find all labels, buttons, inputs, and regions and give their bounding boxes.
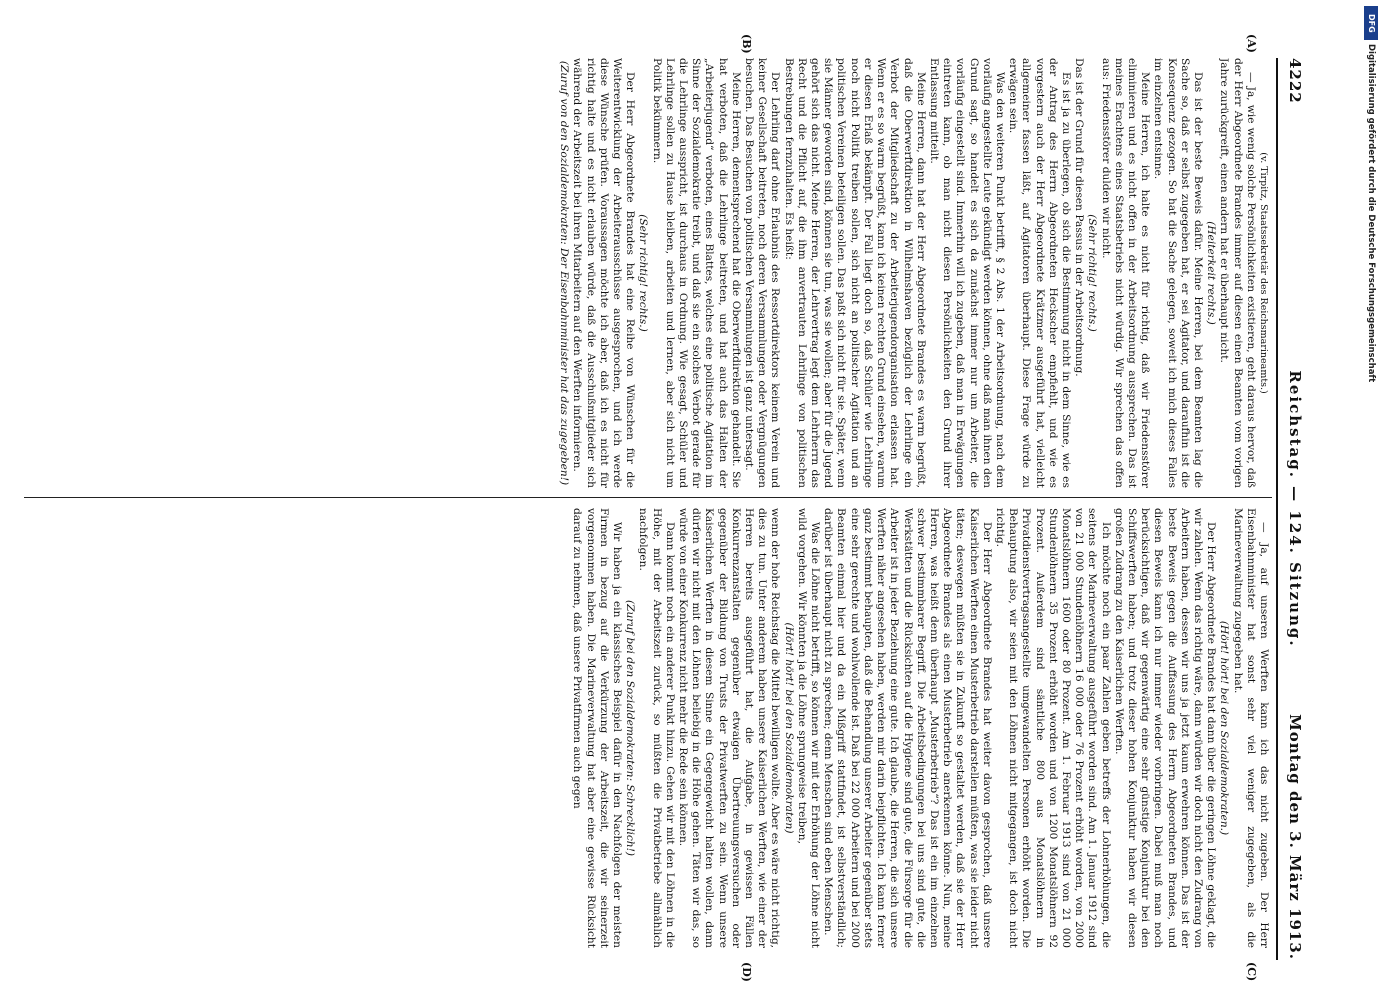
paragraph: Der Herr Abgeordnete Brandes hat dann über die geringen Löhne geklagt, die wir zahlen. Wenn das richtig wäre, dann würden wir doch nicht den Zudrang von Arbeitern haben, dessen wir uns ja jetzt kaum erwehren können. Das ist der beste Beweis gegen die Auffassung des Herrn Abgeordneten Brandes, und diesen Beweis kann ich nur immer wieder vorbringen. Dabei muß man noch berücksichtigen, daß wir gegenwärtig eine sehr günstige Konjunktur bei den Schiffswerften haben; und trotz dieser hohen Konjunktur haben wir diesen großen Zudrang zu den Kaiserlichen Werften. — [1112, 508, 1218, 948]
margin-marker-c: (C) — [1245, 962, 1258, 982]
paragraph: — Ja, auf unseren Werften kann ich das nicht zugeben. Der Herr Eisenbahnminister hat sonst sehr viel weniger zugegeben, als die Marineverwaltung zugegeben hat. — [1231, 508, 1270, 948]
funding-note: Digitalisierung gefördert durch die Deutsche Forschungsgemeinschaft — [1366, 44, 1376, 383]
left-column — [24, 58, 1270, 488]
paragraph: Ich möchte noch ein paar Zahlen geben betreffs der Lohnerhöhungen, die seitens der Marineverwaltung ausgeführt worden sind. Am 1. Januar 1912 sind von 21 000 Stundenlöhnern 16 000 oder 76 Prozent erhöht worden, von 2000 Monatslöhnern 1600 oder 80 Prozent. Am 1. Februar 1913 sind von 21 000 Stundenlöhnern 35 Prozent erhöht worden und von 1200 Monatslöhnern 92 Prozent. Außerdem sind sämtliche 800 aus Monatslöhnern in Privatdienstvertragsangestellte umgewandelten Personen erhöht worden. Die Behauptung also, wir seien mit den Löhnen nicht mitgegangen, ist doch nicht richtig. — [993, 508, 1112, 948]
margin-marker-d: (D) — [740, 962, 753, 982]
session-title: Reichstag. — 124. Sitzung. — [1286, 370, 1304, 648]
paragraph: Der Herr Abgeordnete Brandes hat weiter davon gesprochen, daß unsere Kaiserlichen Werften einen Musterbetrieb darstellen müßten, was sie leider nicht täten; deswegen müßten sie in Zukunft so gestaltet werden, daß sie der Herr Abgeordnete Brandes als einen Musterbetrieb anerkennen könne. Nun, meine Herren, was heißt denn überhaupt „Musterbetrieb“? Das ist ein im einzelnen schwer bestimmbarer Begriff. Die Arbeitsbedingungen bei uns sind gute, die Werkstätten und die Rücksichten auf die Hygiene sind gute, die Fürsorge für die Arbeiter ist in jeder Beziehung eine gute. Ich glaube, die Herren, die sich unsere Werften näher angesehen haben, werden mir darin beipflichten. Ich kann ferner ganz bestimmt behaupten, daß die Behandlung unserer Arbeiter gegenüber stets eine sehr gerechte und wohlwollende ist. Daß bei 22 000 Arbeitern und bei 2000 Beamten einmal hier und da ein Mißgriff stattfindet, ist selbstverständlich; darüber ist überhaupt nicht zu sprechen; denn Menschen sind eben Menschen. — [822, 508, 993, 948]
interjection: (Hört! hört! bei den Sozialdemokraten) — [782, 622, 795, 834]
margin-marker-a: (A) — [1245, 34, 1258, 53]
paragraph: Meine Herren, dann hat der Herr Abgeordnete Brandes es warm begrüßt, daß die Oberwerftdirektion in Wilhelmshaven bezüglich der Lehrlinge ein Verbot der Mitgliedschaft zu der Arbeiterjugendorganisation erlassen hat. Wenn er es so warm begrüßt, kann ich keinen rechten Grund einsehen, warum er diesen Erlaß bekämpft. Der Fall liegt doch so, daß Schüler wie Lehrlinge noch nicht Politik treiben sollen, sich nicht an politischer Agitation und an politischen Vereinen beteiligen sollen. Das paßt sich nicht für sie. Später, wenn sie Männer geworden sind, können sie tun, was sie wollen; aber für die Jugend gehört sich das nicht. Meine Herren, der Lehrvertrag legt dem Lehrherrn das Recht und die Pflicht auf, die ihm anvertrauten Lehrlinge von politischen Bestrebungen fernzuhalten. Es heißt: — [782, 58, 927, 488]
interjection: (Zuruf von den Sozialdemokraten: Der Eisenbahnminister hat das zugegeben!) — [558, 60, 571, 486]
paragraph: — Ja, wie wenig solche Persönlichkeiten existieren, geht daraus hervor, daß der Herr Abgeordnete Brandes immer auf diesen einen Beamten vom vorigen Jahre zurückgreift, einen andern hat er überhaupt nicht. — [1218, 58, 1257, 488]
right-column — [24, 508, 1270, 948]
digitization-stamp — [1364, 6, 1378, 1000]
paragraph: Wir haben ja ein klassisches Beispiel dafür in den Nachfolgen der meisten Firmen in bezug auf die Verkürzung der Arbeitszeit, die wir seinerzeit vorgenommen haben. Die Marineverwaltung hat aber eine gewisse Rücksicht darauf zu nehmen, daß unsere Privatfirmen auch gegen — [571, 508, 624, 948]
paragraph: Der Herr Abgeordnete Brandes hat eine Reihe von Wünschen für die Weiterentwicklung der Arbeiterausschüsse ausgesprochen, und ich werde diese Wünsche prüfen. Voraussagen möchte ich aber, daß ich es nicht für richtig halte und es nicht erlauben würde, daß die Ausschußmitglieder sich während der Arbeitszeit bei ihren Mitarbeitern auf den Werften informieren. — [571, 58, 637, 488]
paragraph: Was den weiteren Punkt betrifft, § 2 Abs. 1 der Arbeitsordnung, nach dem vorläufig angestellte Leute gekündigt werden können, ohne daß man ihnen den Grund sagt, so handelt es sich da zunächst immer nur um Arbeiter, die vorläufig eingestellt sind. Immerhin will ich zugeben, daß man in Erwägungen eintreten kann, ob man nicht diesen Persönlichkeiten den Grund ihrer Entlassung mitteilt. — [927, 58, 1006, 488]
paragraph: Meine Herren, dementsprechend hat die Oberwerftdirektion gehandelt. Sie hat verboten, daß die Lehrlinge beitreten, und hat auch das Halten der „Arbeiterjugend“ verboten, eines Blattes, welches eine politische Agitation im Sinne der Sozialdemokratie treibt, und daß sie ein solches Verbot gerade für die Lehrlinge ausspricht, ist durchaus in Ordnung. Wie gesagt, Schüler und Lehrlinge sollen zu Hause bleiben, arbeiten und lernen, aber sich nicht um Politik bekümmern. — [650, 58, 742, 488]
column-divider — [24, 497, 1272, 498]
paragraph: Es ist ja zu überlegen, ob sich die Bestimmung nicht in dem Sinne, wie es der Antrag des Herrn Abgeordneten Heckscher empfiehlt, und wie es vorgestern auch der Herr Abgeordnete Krätzmer ausgeführt hat, vielleicht allgemeiner fassen läßt, auf Agitatoren überhaupt. Diese Frage würde zu erwägen sein. — [1007, 58, 1072, 488]
paragraph: wenn der hohe Reichstag die Mittel bewilligen wollte. Aber es wäre nicht richtig, dies zu tun. Unter anderem haben unsere Kaiserlichen Werften, wie einer der Herren bereits ausgeführt hat, die Aufgabe, in gewissen Fällen Konkurrenzanstalten gegenüber etwaigen Übertreuungsversuchen oder gegenüber der Bildung von Trusts der Privatwerften zu sein. Wenn unsere Kaiserlichen Werften in diesem Sinne ein Gegengewicht halten wollen, dann dürfen wir nicht mit den Löhnen beliebig in die Höhe gehen. Täten wir das, so würde von einer Konkurrenz nicht mehr die Rede sein können. — [677, 508, 782, 948]
dfg-logo: DFG — [1364, 6, 1378, 40]
speaker-note: (v. Tirpitz, Staatssekretär des Reichsmarineamts.) — [1258, 152, 1269, 394]
session-date: Montag den 3. März 1913. — [1286, 714, 1304, 960]
paragraph: Dann kommt noch ein anderer Punkt hinzu. Gehen wir mit den Löhnen in die Höhe, mit der Arbeitszeit zurück, so müßten die Privatbetriebe allmählich nachfolgen. — [637, 508, 676, 948]
page-header — [1280, 58, 1306, 960]
margin-marker-b: (B) — [740, 34, 753, 54]
paragraph: Das ist der beste Beweis dafür. Meine Herren, bei dem Beamten lag die Sache so, daß er selbst zugegeben hat, er sei Agitator, und daraufhin ist die Konsequenz gezogen. So hat die Sache gelegen, soweit ich mich dieses Falles im einzelnen entsinne. — [1152, 58, 1204, 488]
paragraph: Meine Herren, ich halte es nicht für richtig, daß wir Friedensstörer eliminieren und es nicht offen in der Arbeitsordnung aussprechen. Das ist meines Erachtens eines Staatsbetriebs nicht würdig. Wir sprechen das offen aus: Friedensstörer dulden wir nicht. — [1099, 58, 1152, 488]
interjection: (Hört! hört! bei den Sozialdemokraten.) — [1218, 620, 1231, 836]
interjection: (Sehr richtig! rechts.) — [637, 214, 650, 332]
paragraph: Das ist der Grund für diesen Passus in der Arbeitsordnung. — [1073, 58, 1086, 377]
header-rule — [1276, 58, 1278, 960]
paragraph: Was die Löhne nicht betrifft, so können wir mit der Erhöhung der Löhne nicht wild vorgehen. Wir könnten ja die Löhne sprungweise treiben, — [795, 508, 822, 948]
quotation: Der Lehrling darf ohne Erlaubnis des Ressortdirektors keinem Verein und keiner Gesellschaft beitreten, noch deren Versammlungen oder Vergnügungen besuchen. Das Besuchen von politischen Versammlungen ist ganz untersagt. — [743, 58, 782, 488]
interjection: (Heiterkeit rechts.) — [1205, 221, 1218, 325]
interjection: (Sehr richtig! rechts.) — [1086, 214, 1099, 332]
interjection: (Zuruf bei den Sozialdemokraten: Schrecklich!) — [624, 599, 637, 857]
page-number: 4222 — [1286, 58, 1304, 104]
